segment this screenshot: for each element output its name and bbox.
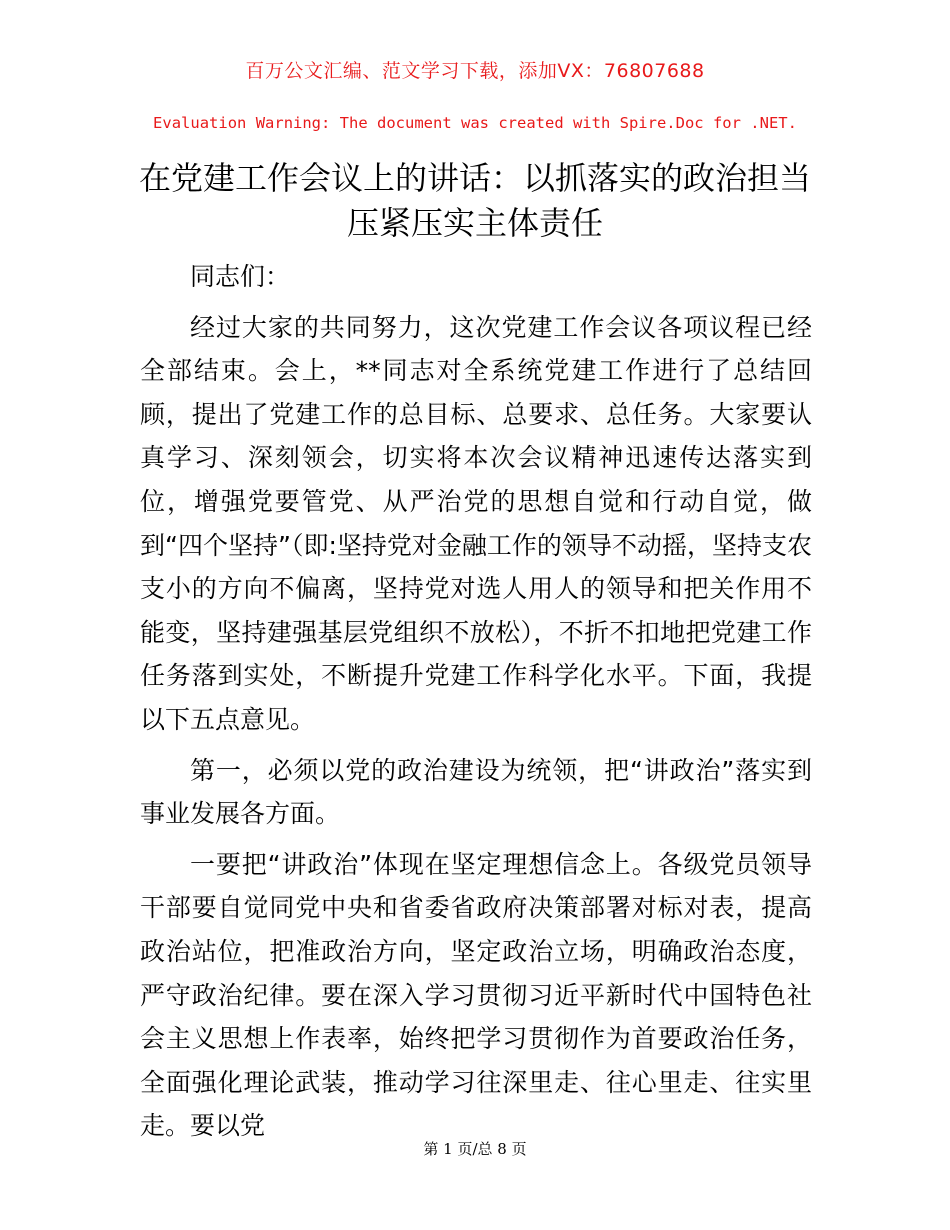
paragraph-intro: 经过大家的共同努力，这次党建工作会议各项议程已经全部结束。会上，**同志对全系统党建工作进行了总结回顾，提出了党建工作的总目标、总要求、总任务。大家要认真学习、深刻领会，切实将本次会议精神迅速传达落实到位，增强党要管党、从严治党的思想自觉和行动自觉，做到“四个坚持”（即:坚持党对金融工作的领导不动摇，坚持支农支小的方向不偏离，坚持党对选人用人的领导和把关作用不能变，坚持建强基层党组织不放松），不折不扣地把党建工作任务落到实处，不断提升党建工作科学化水平。下面，我提以下五点意见。 (140, 312, 812, 734)
document-body (140, 255, 812, 1155)
page-footer: 第 1 页/总 8 页 (423, 1140, 527, 1158)
evaluation-warning: Evaluation Warning: The document was created with Spire.Doc for .NET. (153, 114, 797, 132)
salutation: 同志们： (190, 262, 291, 291)
paragraph-point-one-detail: 一要把“讲政治”体现在坚定理想信念上。各级党员领导干部要自觉同党中央和省委省政府决策部署对标对表，提高政治站位，把准政治方向，坚定政治立场，明确政治态度，严守政治纪律。要在深入学习贯彻习近平新时代中国特色社会主义思想上作表率，始终把学习贯彻作为首要政治任务，全面强化理论武装，推动学习往深里走、往心里走、往实里走。要以党 (140, 849, 812, 1141)
header-banner: 百万公文汇编、范文学习下载，添加VX：76807688 (245, 60, 705, 82)
paragraph-point-one: 第一，必须以党的政治建设为统领，把“讲政治”落实到事业发展各方面。 (140, 755, 812, 829)
document-title: 在党建工作会议上的讲话：以抓落实的政治担当压紧压实主体责任 (138, 159, 811, 242)
